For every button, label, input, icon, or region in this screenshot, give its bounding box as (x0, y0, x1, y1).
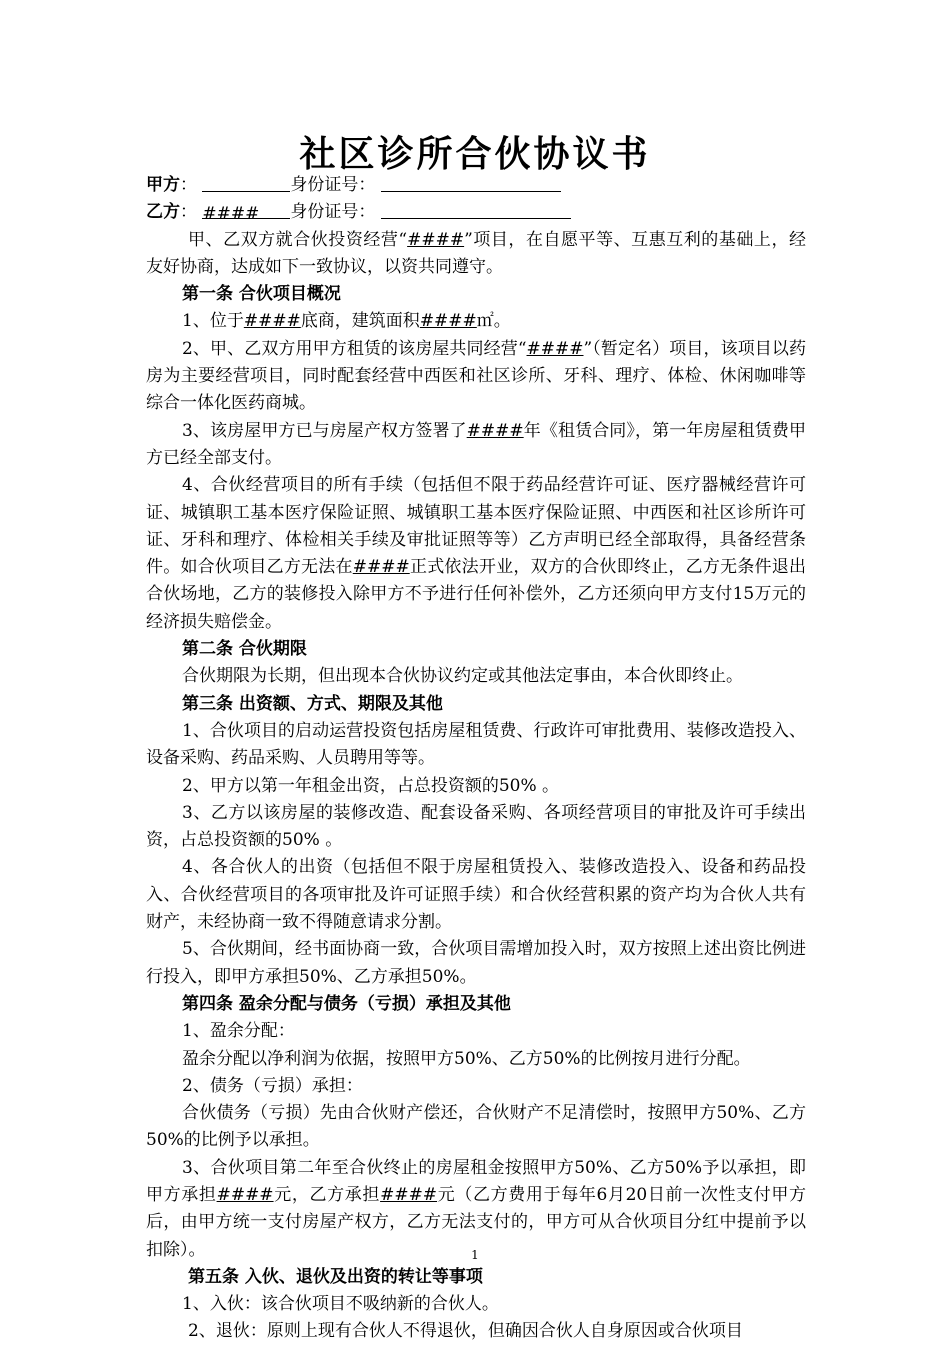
text-span: 元，乙方承担 (273, 1184, 381, 1205)
article-1-item-2 (146, 336, 806, 418)
party-b-colon: ： (180, 202, 197, 223)
party-b-id-label: 身份证号： (290, 202, 376, 223)
party-a-name-field (202, 174, 290, 192)
text-span: 元（乙方费用于每年6月20日前一次性支付甲方后，由甲方统一支付房屋产权方，乙方无法支付的，甲方可从合伙项目分红中提前予以扣除）。 (146, 1184, 807, 1260)
article-4-item-1-text: 盈余分配以净利润为依据，按照甲方50%、乙方50%的比例按月进行分配。 (182, 1048, 751, 1069)
placeholder-span: #### (352, 557, 410, 578)
placeholder-span: #### (466, 420, 524, 441)
party-a-label: 甲方 (146, 175, 180, 195)
text-span: 底商，建筑面积 (300, 311, 420, 332)
party-b-name-field: #### (202, 201, 290, 219)
document-title: 社区诊所合伙协议书 (299, 134, 651, 175)
article-1-item-4 (146, 472, 806, 636)
article-3-item-2: 2、甲方以第一年租金出资，占总投资额的50% 。 (182, 775, 560, 796)
page-number: 1 (471, 1248, 479, 1262)
text-span: 1、位于 (182, 311, 244, 332)
placeholder-span: #### (419, 311, 477, 332)
article-2-heading: 第二条 合伙期限 (182, 639, 307, 660)
text-span: ㎡。 (476, 311, 511, 332)
article-4-item-2-text: 合伙债务（亏损）先由合伙财产偿还，合伙财产不足清偿时，按照甲方50%、乙方50%的比例予以承担。 (146, 1103, 806, 1151)
article-3-item-5: 5、合伙期间，经书面协商一致，合伙项目需增加投入时，双方按照上述出资比例进行投入，即甲方承担50%、乙方承担50%。 (146, 939, 806, 987)
placeholder-span: #### (243, 311, 301, 332)
text-span: 3、该房屋甲方已与房屋产权方签署了 (182, 420, 467, 441)
article-5-heading: 第五条 入伙、退伙及出资的转让等事项 (188, 1266, 483, 1287)
article-2-item-1: 合伙期限为长期，但出现本合伙协议约定或其他法定事由，本合伙即终止。 (182, 666, 743, 687)
intro-paragraph (146, 227, 806, 282)
article-3-heading: 第三条 出资额、方式、期限及其他 (182, 693, 443, 714)
text-span: 正式依法开业，双方的合伙即终止，乙方无条件退出合伙场地，乙方的装修投入除甲方不予进行任何补偿外，乙方还须向甲方支付15万元的经济损失赔偿金。 (146, 557, 807, 632)
party-a-colon: ： (180, 175, 197, 195)
article-5-item-1: 1、入伙：该合伙项目不吸纳新的合伙人。 (182, 1294, 499, 1315)
party-a-id-label: 身份证号： (290, 175, 376, 195)
party-b-label: 乙方 (146, 202, 180, 223)
intro-text-1: 甲、乙双方就合伙投资经营“ (188, 229, 408, 250)
placeholder-span: #### (216, 1184, 274, 1205)
placeholder-span: #### (526, 338, 584, 359)
text-span: 4、合伙经营项目的所有手续（包括但不限于药品经营许可证、医疗器械经营许可证、城镇职工基本医疗保险证照、城镇职工基本医疗保险证照、中西医和社区诊所许可证、牙科和理疗、体检相关手续及审批证照等等）乙方声明已经全部取得，具备经营条件。如合伙项目乙方无法在 (146, 475, 806, 578)
article-4-heading: 第四条 盈余分配与债务（亏损）承担及其他 (182, 993, 511, 1014)
article-1-heading: 第一条 合伙项目概况 (182, 284, 341, 305)
text-span: 2、甲、乙双方用甲方租赁的该房屋共同经营“ (182, 338, 527, 359)
text-span: 年《租赁合同》，第一年房屋租赁费甲方已经全部支付。 (146, 420, 806, 468)
article-4-item-1: 1、盈余分配： (182, 1021, 295, 1042)
article-4-item-2: 2、债务（亏损）承担： (182, 1075, 363, 1096)
article-5-item-2: 2、退伙：原则上现有合伙人不得退伙，但确因合伙人自身原因或合伙项目 (188, 1321, 743, 1342)
party-b-line (146, 199, 806, 226)
article-1-item-1 (146, 308, 806, 335)
text-span: 3、合伙项目第二年至合伙终止的房屋租金按照甲方50%、乙方50%予以承担，即甲方承担 (146, 1157, 806, 1205)
party-a-line (146, 172, 806, 199)
placeholder-span: #### (380, 1184, 438, 1205)
party-a-id-field (381, 174, 561, 192)
intro-placeholder: #### (407, 229, 465, 250)
text-span: ”（暂定名）项目，该项目以药房为主要经营项目，同时配套经营中西医和社区诊所、牙科、理疗、体检、休闲咖啡等综合一体化医药商城。 (146, 338, 806, 414)
party-b-id-field (381, 201, 571, 219)
intro-text-2: ”项目，在自愿平等、互惠互利的基础上，经友好协商，达成如下一致协议，以资共同遵守。 (146, 229, 806, 277)
article-3-item-3: 3、乙方以该房屋的装修改造、配套设备采购、各项经营项目的审批及许可手续出资，占总投资额的50% 。 (146, 802, 806, 851)
document-body (146, 172, 806, 1346)
article-3-item-1: 1、合伙项目的启动运营投资包括房屋租赁费、行政许可审批费用、装修改造投入、设备采购、药品采购、人员聘用等等。 (146, 720, 806, 769)
article-3-item-4: 4、各合伙人的出资（包括但不限于房屋租赁投入、装修改造投入、设备和药品投入、合伙经营项目的各项审批及许可证照手续）和合伙经营积累的资产均为合伙人共有财产，未经协商一致不得随意请求分割。 (146, 857, 806, 933)
article-1-item-3 (146, 418, 806, 473)
